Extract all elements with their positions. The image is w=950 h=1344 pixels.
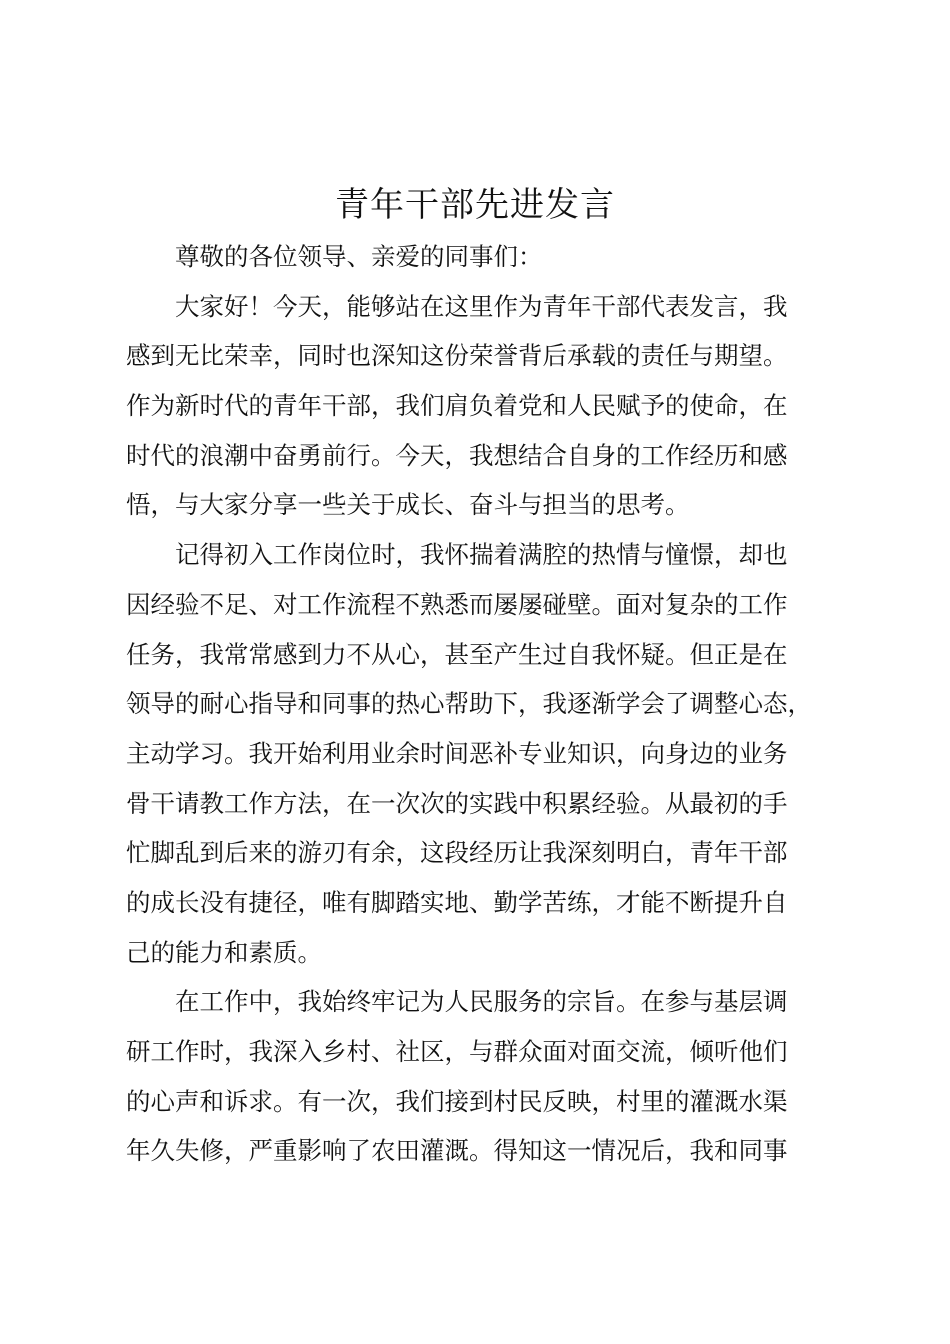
paragraph-line: 领导的耐心指导和同事的热心帮助下，我逐渐学会了调整心态，: [126, 689, 812, 719]
paragraph-line: 研工作时，我深入乡村、社区，与群众面对面交流，倾听他们: [126, 1037, 788, 1066]
document-title: 青年干部先进发言: [335, 185, 615, 225]
paragraph-line: 任务，我常常感到力不从心，甚至产生过自我怀疑。但正是在: [126, 639, 788, 669]
paragraph-line: 己的能力和素质。: [126, 937, 322, 967]
paragraph-line: 因经验不足、对工作流程不熟悉而屡屡碰壁。面对复杂的工作: [126, 589, 788, 619]
document-body: [126, 232, 846, 1176]
paragraph-line: 年久失修，严重影响了农田灌溉。得知这一情况后，我和同事: [126, 1136, 788, 1166]
paragraph-line: 忙脚乱到后来的游刃有余，这段经历让我深刻明白，青年干部: [126, 838, 788, 868]
paragraph-line: 大家好！今天，能够站在这里作为青年干部代表发言，我: [175, 291, 788, 321]
paragraph-line: 在工作中，我始终牢记为人民服务的宗旨。在参与基层调: [175, 987, 788, 1017]
paragraph-line: 的成长没有捷径，唯有脚踏实地、勤学苦练，才能不断提升自: [126, 887, 788, 917]
salutation-line: 尊敬的各位领导、亲爱的同事们：: [175, 242, 543, 271]
paragraph-line: 骨干请教工作方法，在一次次的实践中积累经验。从最初的手: [126, 788, 788, 818]
paragraph-line: 主动学习。我开始利用业余时间恶补专业知识，向身边的业务: [126, 738, 788, 768]
paragraph-line: 悟，与大家分享一些关于成长、奋斗与担当的思考。: [126, 490, 690, 520]
paragraph-line: 的心声和诉求。有一次，我们接到村民反映，村里的灌溉水渠: [126, 1086, 788, 1116]
paragraph-line: 作为新时代的青年干部，我们肩负着党和人民赋予的使命，在: [126, 391, 788, 421]
paragraph-line: 时代的浪潮中奋勇前行。今天，我想结合自身的工作经历和感: [126, 440, 788, 470]
paragraph-line: 感到无比荣幸，同时也深知这份荣誉背后承载的责任与期望。: [126, 341, 788, 371]
paragraph-line: 记得初入工作岗位时，我怀揣着满腔的热情与憧憬，却也: [175, 540, 788, 570]
